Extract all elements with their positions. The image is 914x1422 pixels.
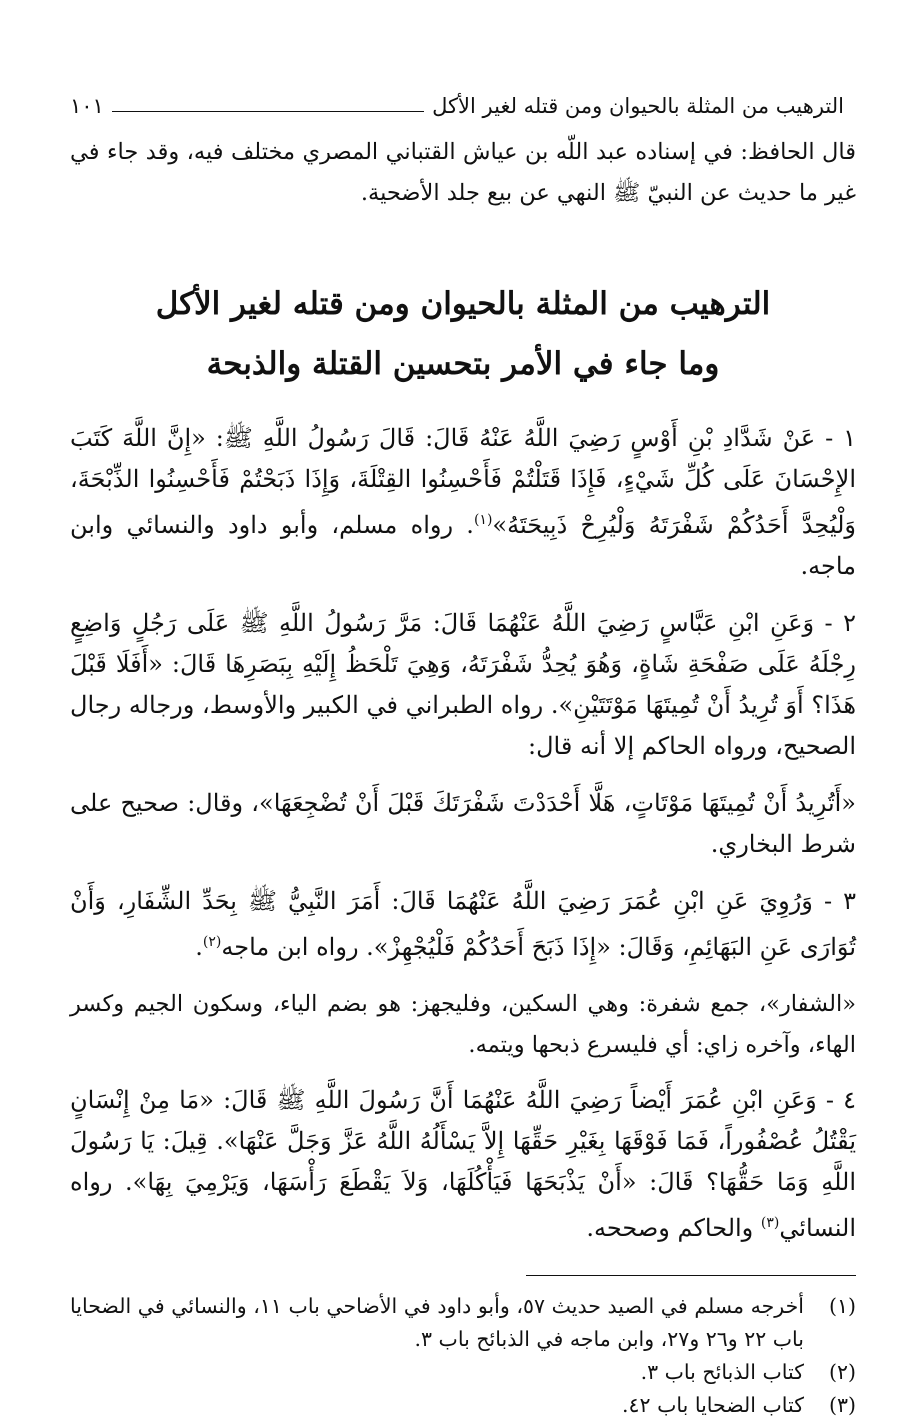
footnote-3 xyxy=(70,1389,856,1422)
hadith-1-text: ١ - عَنْ شَدَّادِ بْنِ أَوْسٍ رَضِيَ اللَّهُ عَنْهُ قَالَ: قَالَ رَسُولُ اللَّهِ ﷺ: «إِنَّ اللَّهَ كَتَبَ الإِحْسَانَ عَلَى كُلِّ شَيْءٍ، فَإِذَا قَتَلْتُمْ فَأَحْسِنُوا القِتْلَةَ، وَإِذَا ذَبَحْتُمْ فَأَحْسِنُوا الذِّبْحَةَ، وَلْيُحِدَّ أَحَدُكُمْ شَفْرَتَهُ وَلْيُرِحْ ذَبِيحَتَهُ» xyxy=(70,424,856,539)
footnote-3-text: كتاب الضحايا باب ٤٢. xyxy=(621,1393,804,1417)
running-header xyxy=(70,80,844,120)
footnotes xyxy=(70,1290,856,1422)
footnote-1-text: أخرجه مسلم في الصيد حديث ٥٧، وأبو داود في الأضاحي باب ١١، والنسائي في الضحايا باب ٢٢ و٢٦ و٢٧، وابن ماجه في الذبائح باب ٣. xyxy=(70,1294,804,1351)
section-title-line-1: الترهيب من المثلة بالحيوان ومن قتله لغير الأكل xyxy=(155,286,771,322)
gloss-paragraph: «الشفار»، جمع شفرة: وهي السكين، وفليجهز: هو بضم الياء، وسكون الجيم وكسر الهاء، وآخره زاي: أي فليسرع ذبحها ويتمه. xyxy=(70,991,856,1058)
footnote-ref-1: (١) xyxy=(473,512,493,528)
footnote-3-number: (٣) xyxy=(828,1393,856,1417)
footnote-2-text: كتاب الذبائح باب ٣. xyxy=(640,1360,804,1384)
intro-paragraph: قال الحافظ: في إسناده عبد اللّه بن عياش القتباني المصري مختلف فيه، وقد جاء في غير ما حديث عن النبيّ ﷺ النهي عن بيع جلد الأضحية. xyxy=(70,139,856,206)
page-body xyxy=(70,132,856,1422)
footnote-ref-3: (٣) xyxy=(760,1215,780,1231)
hadith-2 xyxy=(70,603,856,767)
footnote-ref-2: (٢) xyxy=(202,934,222,950)
footnote-divider xyxy=(526,1275,856,1276)
hadith-2-text: ٢ - وَعَنِ ابْنِ عَبَّاسٍ رَضِيَ اللَّهُ عَنْهُمَا قَالَ: مَرَّ رَسُولُ اللَّهِ ﷺ عَلَى رَجُلٍ وَاضِعٍ رِجْلَهُ عَلَى صَفْحَةِ شَاةٍ، وَهُوَ يُحِدُّ شَفْرَتَهُ، وَهِيَ تَلْحَظُ إِلَيْهِ بِبَصَرِهَا قَالَ: «أَفَلَا قَبْلَ هَذَا؟ أَوَ تُرِيدُ أَنْ تُمِيتَهَا مَوْتَتَيْنِ». رواه الطبراني في الكبير والأوسط، ورجاله رجال الصحيح، ورواه الحاكم إلا أنه قال: xyxy=(70,609,857,760)
running-title: الترهيب من المثلة بالحيوان ومن قتله لغير الأكل xyxy=(432,94,844,118)
hadith-3 xyxy=(70,881,856,968)
footnote-2-number: (٢) xyxy=(828,1360,856,1384)
hadith-2-continuation: «أَتُرِيدُ أَنْ تُمِيتَهَا مَوْتَاتٍ، هَلَّا أَحْدَدْتَ شَفْرَتَكَ قَبْلَ أَنْ تُضْجِعَهَا»، وقال: صحيح على شرط البخاري. xyxy=(70,789,856,858)
footnote-1 xyxy=(70,1290,856,1356)
page-number: ١٠١ xyxy=(70,94,104,118)
header-rule xyxy=(112,111,424,112)
footnote-1-number: (١) xyxy=(828,1294,856,1318)
hadith-4 xyxy=(70,1080,856,1249)
hadith-4-text: ٤ - وَعَنِ ابْنِ عُمَرَ أَيْضاً رَضِيَ اللَّهُ عَنْهُمَا أَنَّ رَسُولَ اللَّهِ ﷺ قَالَ: «مَا مِنْ إِنْسَانٍ يَقْتُلُ عُصْفُوراً، فَمَا فَوْقَهَا بِغَيْرِ حَقِّهَا إِلاَّ يَسْأَلُهُ اللَّهُ عَزَّ وَجَلَّ عَنْهَا». قِيلَ: يَا رَسُولَ اللَّهِ وَمَا حَقُّهَا؟ قَالَ: «أَنْ يَذْبَحَهَا فَيَأْكُلَهَا، وَلاَ يَقْطَعَ رَأْسَهَا، وَيَرْمِيَ بِهَا». رواه النسائي xyxy=(70,1086,856,1242)
footnote-2 xyxy=(70,1356,856,1389)
hadith-3-tail: . xyxy=(195,933,203,961)
hadith-1 xyxy=(70,418,856,587)
hadith-3-text: ٣ - وَرُوِيَ عَنِ ابْنِ عُمَرَ رَضِيَ اللَّهُ عَنْهُمَا قَالَ: أَمَرَ النَّبِيُّ ﷺ بِحَدِّ الشِّفَارِ، وَأَنْ تُوَارَى عَنِ البَهَائِمِ، وَقَالَ: «إِذَا ذَبَحَ أَحَدُكُمْ فَلْيُجْهِزْ». رواه ابن ماجه xyxy=(70,887,856,961)
hadith-4-tail: والحاكم وصححه. xyxy=(586,1214,761,1242)
hadith-1-source: . رواه مسلم، وأبو داود والنسائي وابن ماجه. xyxy=(70,511,856,580)
section-title-line-2: وما جاء في الأمر بتحسين القتلة والذبحة xyxy=(206,346,720,382)
